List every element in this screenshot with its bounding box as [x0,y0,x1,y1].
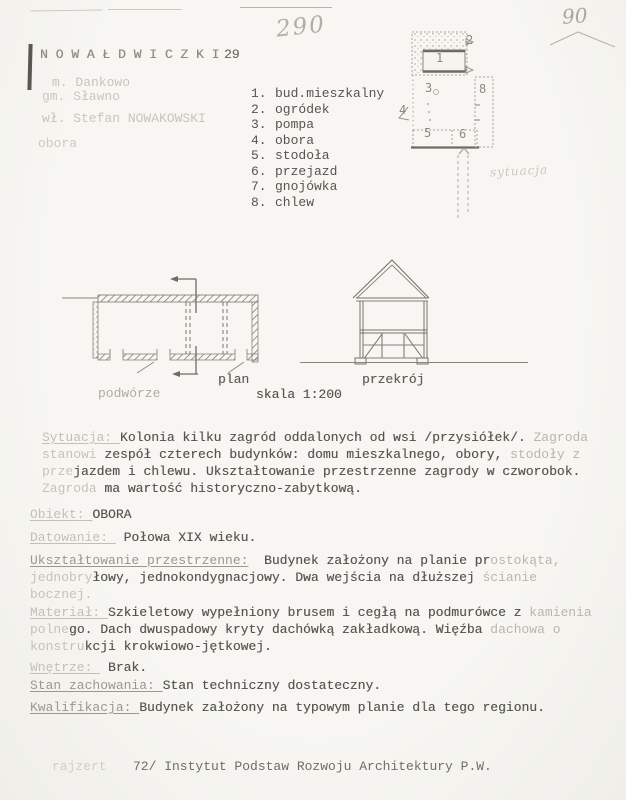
field-label-interior: Wnętrze: [30,660,101,675]
address-line-village: m. Dankowo [52,75,131,90]
site-number-granary: 5 [424,126,432,140]
field-label-spatial: Ukształtowanie przestrzenne: [30,553,249,568]
body-text: go. Dach dwuspadowy kryty dachówką zakładkową. Więźba [69,622,491,637]
construction-line [30,606,592,620]
legend-label: obora [275,132,315,148]
body-text: kcji krokwiowo-jętkowej. [84,639,272,654]
spatial-line [30,554,561,568]
object-value: OBORA [92,507,132,522]
legend-number: 3. [251,117,267,132]
plan-and-section-figure [60,250,530,400]
legend-number: 7. [251,179,267,194]
faded-text: dachowa o [490,622,561,637]
field-label-material: Materiał: [30,605,109,620]
situation-line [42,431,588,445]
faded-text: ścianie [482,570,538,585]
site-plan-figure [395,8,620,233]
dating-line [30,531,256,545]
spatial-line [30,571,537,585]
footer-faded-word: rajzert [52,759,107,774]
field-label-dating: Datowanie: [30,530,116,545]
field-label-qualification: Kwalifikacja: [30,700,140,715]
legend-item [251,164,384,180]
footer-credit: 72/ Instytut Podstaw Rozwoju Architektury P.W. [133,759,492,774]
legend-label: przejazd [275,163,338,179]
site-number-pigsty: 8 [479,82,487,96]
construction-line [30,623,561,637]
faded-text: jednobry [30,570,93,585]
legend-label: ogródek [275,101,330,117]
legend-item [251,195,384,211]
legend-number: 4. [251,132,267,148]
handwritten-page-number: 290 [274,11,328,43]
page-title: N O W A Ł D W I C Z K I [40,47,220,62]
section-caption: przekrój [362,372,425,387]
site-number-passage: 6 [459,127,467,141]
faded-text: bocznej. [30,587,93,602]
site-legend [251,86,384,210]
qualification-line [30,701,545,715]
field-label-situation: Sytuacja: [42,430,121,445]
legend-label: pompa [275,117,315,132]
handwritten-corner-number: 90 [561,3,589,29]
address-line-commune: gm. Sławno [42,89,121,104]
faded-text: ostokąta, [490,553,561,568]
scan-artifact-line [240,7,332,8]
interior-value: Brak. [100,660,148,675]
faded-text: polne [30,622,70,637]
site-number-house: 1 [436,51,444,65]
faded-text: kamienia [529,605,592,620]
field-label-object: Obiekt: [30,507,93,522]
faded-text: Zagroda [533,430,589,445]
body-text: łowy, jednokondygnacjowy. Dwa wejścia na dłuższej [92,570,483,585]
faded-text: prze [42,464,74,479]
legend-item [251,179,384,195]
situation-line [42,448,580,462]
condition-line [30,679,381,693]
legend-item [251,148,384,164]
body-text: ma wartość historyczno-zabytkową. [104,481,362,496]
body-text: zespół czterech budynków: domu mieszkalnego, obory, [104,447,511,462]
house-number: 29 [224,47,240,62]
legend-item [251,102,384,118]
field-label-condition: Stan zachowania: [30,678,163,693]
faded-text: konstru [30,639,85,654]
legend-label: gnojówka [275,179,338,194]
scale-caption: skala 1:200 [256,387,342,402]
legend-number: 6. [251,163,267,179]
faded-text: Zagroda [42,481,105,496]
legend-item [251,133,384,149]
qualification-value: Budynek założony na typowym planie dla tego regionu. [139,700,545,715]
scan-artifact-line [108,9,182,10]
site-number-barn: 4 [399,103,407,117]
courtyard-caption: podwórze [98,386,161,401]
legend-label: stodoła [275,148,330,163]
legend-number: 1. [251,86,267,101]
address-line-building: obora [38,136,78,151]
legend-item [251,86,384,102]
body-text: Budynek założony na planie pr [248,553,491,568]
plan-caption: plan [218,372,250,387]
spatial-line [30,588,92,602]
faded-text: stanowi [42,447,105,462]
legend-number: 2. [251,101,267,117]
legend-label: chlew [275,194,315,210]
body-text: Szkieletowy wypełniony brusem i cegłą na podmurówce z [108,605,530,620]
condition-value: Stan techniczny dostateczny. [162,678,382,693]
construction-line [30,640,272,654]
interior-line [30,661,147,675]
site-plan-caption: sytuacja [489,162,549,180]
legend-number: 8. [251,194,267,210]
object-line [30,508,131,522]
site-number-garden: 2 [466,33,474,47]
legend-number: 5. [251,148,267,163]
dating-value: Połowa XIX wieku. [115,530,257,545]
legend-item [251,117,384,133]
situation-line [42,465,580,479]
faded-text: stodoły z [510,447,581,462]
body-text: Kolonia kilku zagród oddalonych od wsi /przysiółek/. [120,430,534,445]
body-text: jazdem i chlewu. Ukształtowanie przestrzenne zagrody w czworobok. [73,464,581,479]
situation-line [42,482,362,496]
margin-mark [27,44,32,90]
scan-artifact-line [30,9,102,11]
site-number-pump: 3 [425,81,433,95]
address-line-owner: wł. Stefan NOWAKOWSKI [42,111,206,126]
legend-label: bud.mieszkalny [275,86,385,101]
